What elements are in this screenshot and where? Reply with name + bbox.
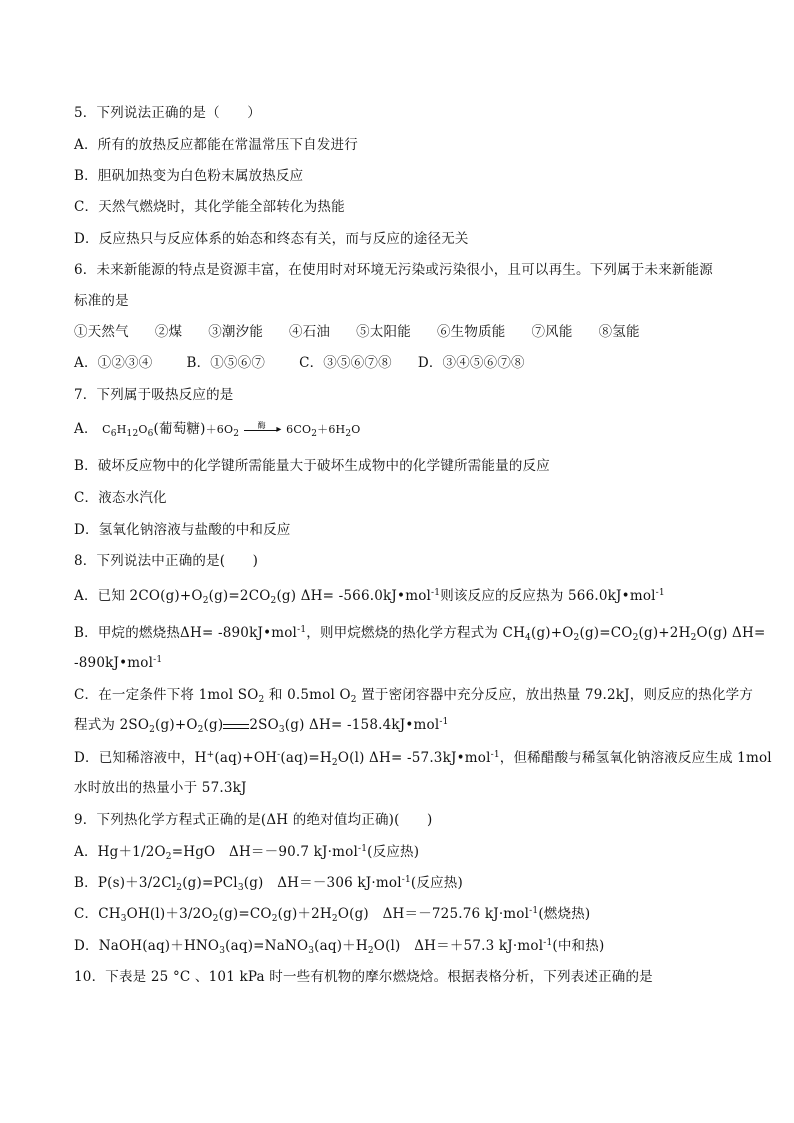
q6-option-d: D．③④⑤⑥⑦⑧ bbox=[417, 355, 525, 371]
q6-item: ⑥生物质能 bbox=[436, 324, 506, 340]
q8-stem: 8．下列说法中正确的是( ) bbox=[74, 553, 259, 569]
q6-item: ⑦风能 bbox=[531, 324, 573, 340]
q6-item: ①天然气 bbox=[74, 324, 129, 340]
q5-stem: 5．下列说法正确的是（ ） bbox=[74, 105, 261, 121]
q9-stem: 9．下列热化学方程式正确的是(ΔH 的绝对值均正确)( ) bbox=[74, 812, 433, 828]
q7-option-d: D．氢氧化钠溶液与盐酸的中和反应 bbox=[74, 522, 291, 538]
q6-stem-line1: 6．未来新能源的特点是资源丰富，在使用时对环境无污染或污染很小，且可以再生。下列属于未来新能源 bbox=[74, 262, 713, 278]
q8-option-b: B．甲烷的燃烧热ΔH= -890kJ•mol$^{-1}$，则甲烷燃烧的热化学方程式为 $CH_4(g)+O_2(g)=CO_2(g)+2H_2O(g)$ ΔH= bbox=[74, 625, 766, 643]
q6-item: ⑤太阳能 bbox=[356, 324, 411, 340]
q8-option-a: A．已知 $2CO(g)+O_2(g)=2CO_2(g)$ ΔH= -566.0kJ•mol$^{-1}$则该反应的反应热为 566.0kJ•mol$^{-1}$ bbox=[74, 588, 665, 606]
q9-option-a: A．$Hg+1/2O_2=HgO$ ΔH＝－90.7 kJ·mol$^{-1}$(反应热) bbox=[74, 844, 420, 862]
q8-option-b-cont: -890kJ•mol$^{-1}$ bbox=[74, 655, 163, 671]
q9-option-d: D．$NaOH(aq)+HNO_3(aq)=NaNO_3(aq)+H_2O(l)$ ΔH＝＋57.3 kJ·mol$^{-1}$(中和热) bbox=[74, 938, 605, 956]
q6-stem-line2: 标准的是 bbox=[74, 293, 129, 309]
q8-option-d: D．已知稀溶液中，$H^+(aq)+OH^-(aq)=H_2O(l)$ ΔH= -57.3kJ•mol$^{-1}$，但稀醋酸与稀氢氧化钠溶液反应生成 1mol bbox=[74, 750, 772, 768]
q6-item-list bbox=[74, 323, 640, 341]
q7-option-a: A． $C_6H_{12}O_6$(葡萄糖)$+6O_2$ 酶 ▸ $6CO_2+6H_2O$ bbox=[74, 420, 361, 439]
q8-option-c: C．在一定条件下将 1mol $SO_2$ 和 0.5mol $O_2$ 置于密闭容器中充分反应，放出热量 79.2kJ，则反应的热化学方 bbox=[74, 687, 754, 705]
reaction-arrow: 酶 ▸ bbox=[244, 425, 282, 435]
q7-stem: 7．下列属于吸热反应的是 bbox=[74, 387, 234, 403]
q7-option-b: B．破坏反应物中的化学键所需能量大于破坏生成物中的化学键所需能量的反应 bbox=[74, 458, 550, 474]
q6-option-b: B．①⑤⑥⑦ bbox=[186, 355, 266, 371]
q6-item: ⑧氢能 bbox=[598, 324, 640, 340]
q5-option-d: D．反应热只与反应体系的始态和终态有关，而与反应的途径无关 bbox=[74, 231, 469, 247]
q6-option-a: A．①②③④ bbox=[74, 355, 153, 371]
q5-option-a: A．所有的放热反应都能在常温常压下自发进行 bbox=[74, 137, 358, 153]
q7-option-c: C．液态水汽化 bbox=[74, 490, 167, 506]
q8-option-c-cont: 程式为 $2SO_2(g)+O_2(g)$ $2SO_3(g)$ ΔH= -158.4kJ•mol$^{-1}$ bbox=[74, 717, 449, 735]
q6-item: ④石油 bbox=[289, 324, 331, 340]
q6-options bbox=[74, 354, 525, 372]
q9-option-c: C．$CH_3OH(l)+3/2O_2(g)=CO_2(g)+2H_2O(g)$ ΔH＝－725.76 kJ·mol$^{-1}$(燃烧热) bbox=[74, 906, 591, 924]
q5-option-c: C．天然气燃烧时，其化学能全部转化为热能 bbox=[74, 199, 345, 215]
q8-option-d-cont: 水时放出的热量小于 57.3kJ bbox=[74, 780, 247, 796]
q9-option-b: B．$P(s)+3/2Cl_2(g)=PCl_3(g)$ ΔH＝－306 kJ·mol$^{-1}$(反应热) bbox=[74, 875, 463, 893]
q6-item: ②煤 bbox=[154, 324, 183, 340]
q6-item: ③潮汐能 bbox=[208, 324, 264, 340]
q6-option-c: C．③⑤⑥⑦⑧ bbox=[299, 355, 392, 371]
q5-option-b: B．胆矾加热变为白色粉末属放热反应 bbox=[74, 168, 304, 184]
q10-stem: 10．下表是 25 °C 、101 kPa 时一些有机物的摩尔燃烧焓。根据表格分析，下列表述正确的是 bbox=[74, 969, 653, 985]
equilibrium-arrow bbox=[223, 721, 249, 731]
